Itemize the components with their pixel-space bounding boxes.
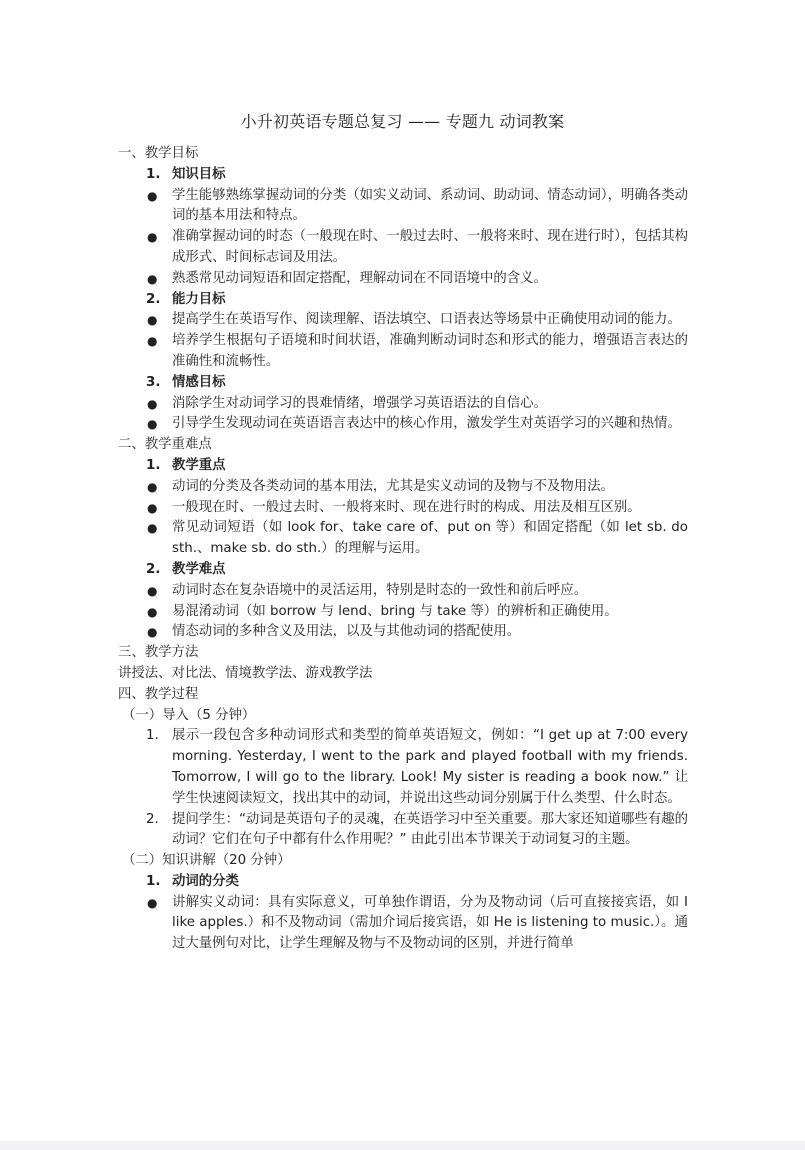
- list-item: [118, 498, 688, 519]
- subheading-label: 动词的分类: [172, 873, 239, 889]
- subheading-label: 知识目标: [172, 166, 226, 182]
- bullet-icon: ●: [147, 500, 158, 515]
- section-heading-key-points: 二、教学重难点: [118, 437, 212, 453]
- bullet-icon: ●: [147, 604, 158, 619]
- document-body: [118, 144, 688, 955]
- subheading-label: 教学难点: [172, 561, 226, 577]
- list-item-text: 情态动词的多种含义及用法，以及与其他动词的搭配使用。: [172, 624, 521, 640]
- list-item: [118, 581, 688, 602]
- ordered-item: [118, 726, 688, 809]
- list-item-text: 一般现在时、一般过去时、一般将来时、现在进行时的构成、用法及相互区别。: [172, 499, 641, 515]
- list-item: [118, 331, 688, 373]
- bullet-icon: ●: [147, 188, 158, 203]
- list-item: [118, 394, 688, 415]
- subheading-ability: [118, 290, 688, 311]
- list-item: [118, 269, 688, 290]
- item-text: 提问学生：“动词是英语句子的灵魂，在英语学习中至关重要。那大家还知道哪些有趣的动词？它们在句子中都有什么作用呢？” 由此引出本节课关于动词复习的主题。: [172, 811, 688, 848]
- subheading-difficulty: [118, 560, 688, 581]
- subheading-knowledge: [118, 165, 688, 186]
- methods-text: 讲授法、对比法、情境教学法、游戏教学法: [118, 665, 373, 681]
- list-item: [118, 602, 688, 623]
- item-number: 1.: [146, 728, 159, 744]
- phase-heading-explanation: （二）知识讲解（20 分钟）: [122, 853, 291, 869]
- bullet-icon: ●: [147, 230, 158, 245]
- list-item-text: 动词时态在复杂语境中的灵活运用，特别是时态的一致性和前后呼应。: [172, 582, 588, 598]
- subheading-label: 教学重点: [172, 457, 226, 473]
- list-item-text: 动词的分类及各类动词的基本用法，尤其是实义动词的及物与不及物用法。: [172, 478, 614, 494]
- bullet-icon: ●: [147, 895, 158, 910]
- bullet-icon: ●: [147, 479, 158, 494]
- list-item: [118, 477, 688, 498]
- phase-heading-intro: （一）导入（5 分钟）: [122, 707, 256, 723]
- section-heading-methods: 三、教学方法: [118, 645, 199, 661]
- item-text: 展示一段包含多种动词形式和类型的简单英语短文，例如：“I get up at 7:00 every morning. Yesterday, I went to the park and played football with my friends. Tomorrow, I will go to the library. Look! My sister is reading a book now.” 让学生快速阅读短文，找出其中的动词，并说出这些动词分别属于什么类型、什么时态。: [172, 728, 688, 806]
- bullet-icon: ●: [147, 271, 158, 286]
- bullet-icon: ●: [147, 396, 158, 411]
- bullet-icon: ●: [147, 417, 158, 432]
- section-heading-objectives: 一、教学目标: [118, 146, 199, 161]
- bullet-icon: ●: [147, 583, 158, 598]
- list-item-text: 消除学生对动词学习的畏难情绪，增强学习英语语法的自信心。: [172, 395, 547, 411]
- list-item: [118, 227, 688, 269]
- page-bottom-edge: [0, 1141, 805, 1150]
- list-item: [118, 414, 688, 435]
- list-item-text: 熟悉常见动词短语和固定搭配，理解动词在不同语境中的含义。: [172, 270, 547, 286]
- bullet-icon: ●: [147, 521, 158, 536]
- subheading-number: 3.: [146, 374, 161, 390]
- subheading-number: 1.: [146, 457, 161, 473]
- list-item-text: 培养学生根据句子语境和时间状语，准确判断动词时态和形式的能力，增强语言表达的准确性和流畅性。: [172, 333, 688, 369]
- list-item-text: 常见动词短语（如 look for、take care of、put on 等）和固定搭配（如 let sb. do sth.、make sb. do sth.）的理解与运用。: [172, 520, 688, 557]
- list-item-text: 引导学生发现动词在英语语言表达中的核心作用，激发学生对英语学习的兴趣和热情。: [172, 416, 681, 432]
- list-item-text: 学生能够熟练掌握动词的分类（如实义动词、系动词、助动词、情态动词），明确各类动词的基本用法和特点。: [172, 187, 688, 224]
- subheading-number: 2.: [146, 291, 161, 307]
- document-title: 小升初英语专题总复习 —— 专题九 动词教案: [240, 112, 565, 131]
- list-item-text: 提高学生在英语写作、阅读理解、语法填空、口语表达等场景中正确使用动词的能力。: [172, 312, 681, 328]
- list-item: [118, 893, 688, 955]
- bullet-icon: ●: [147, 334, 158, 349]
- bullet-icon: ●: [147, 313, 158, 328]
- subheading-number: 1.: [146, 166, 161, 182]
- list-item: [118, 622, 688, 643]
- subheading-emotion: [118, 373, 688, 394]
- subheading-label: 情感目标: [172, 374, 226, 390]
- section-heading-process: 四、教学过程: [118, 686, 199, 702]
- list-item: [118, 186, 688, 228]
- subheading-verb-classification: [118, 872, 688, 893]
- list-item: [118, 518, 688, 560]
- subheading-label: 能力目标: [172, 291, 226, 307]
- list-item-text: 易混淆动词（如 borrow 与 lend、bring 与 take 等）的辨析和正确使用。: [172, 603, 618, 619]
- subheading-focus: [118, 456, 688, 477]
- ordered-item: [118, 810, 688, 852]
- item-number: 2.: [146, 811, 159, 827]
- subheading-number: 2.: [146, 561, 161, 577]
- list-item-text: 讲解实义动词：具有实际意义，可单独作谓语，分为及物动词（后可直接接宾语，如 I like apples.）和不及物动词（需加介词后接宾语，如 He is listening to music.）。通过大量例句对比，让学生理解及物与不及物动词的区别，并进行简单: [172, 894, 688, 952]
- subheading-number: 1.: [146, 873, 161, 889]
- list-item-text: 准确掌握动词的时态（一般现在时、一般过去时、一般将来时、现在进行时），包括其构成形式、时间标志词及用法。: [172, 229, 688, 265]
- list-item: [118, 310, 688, 331]
- bullet-icon: ●: [147, 625, 158, 640]
